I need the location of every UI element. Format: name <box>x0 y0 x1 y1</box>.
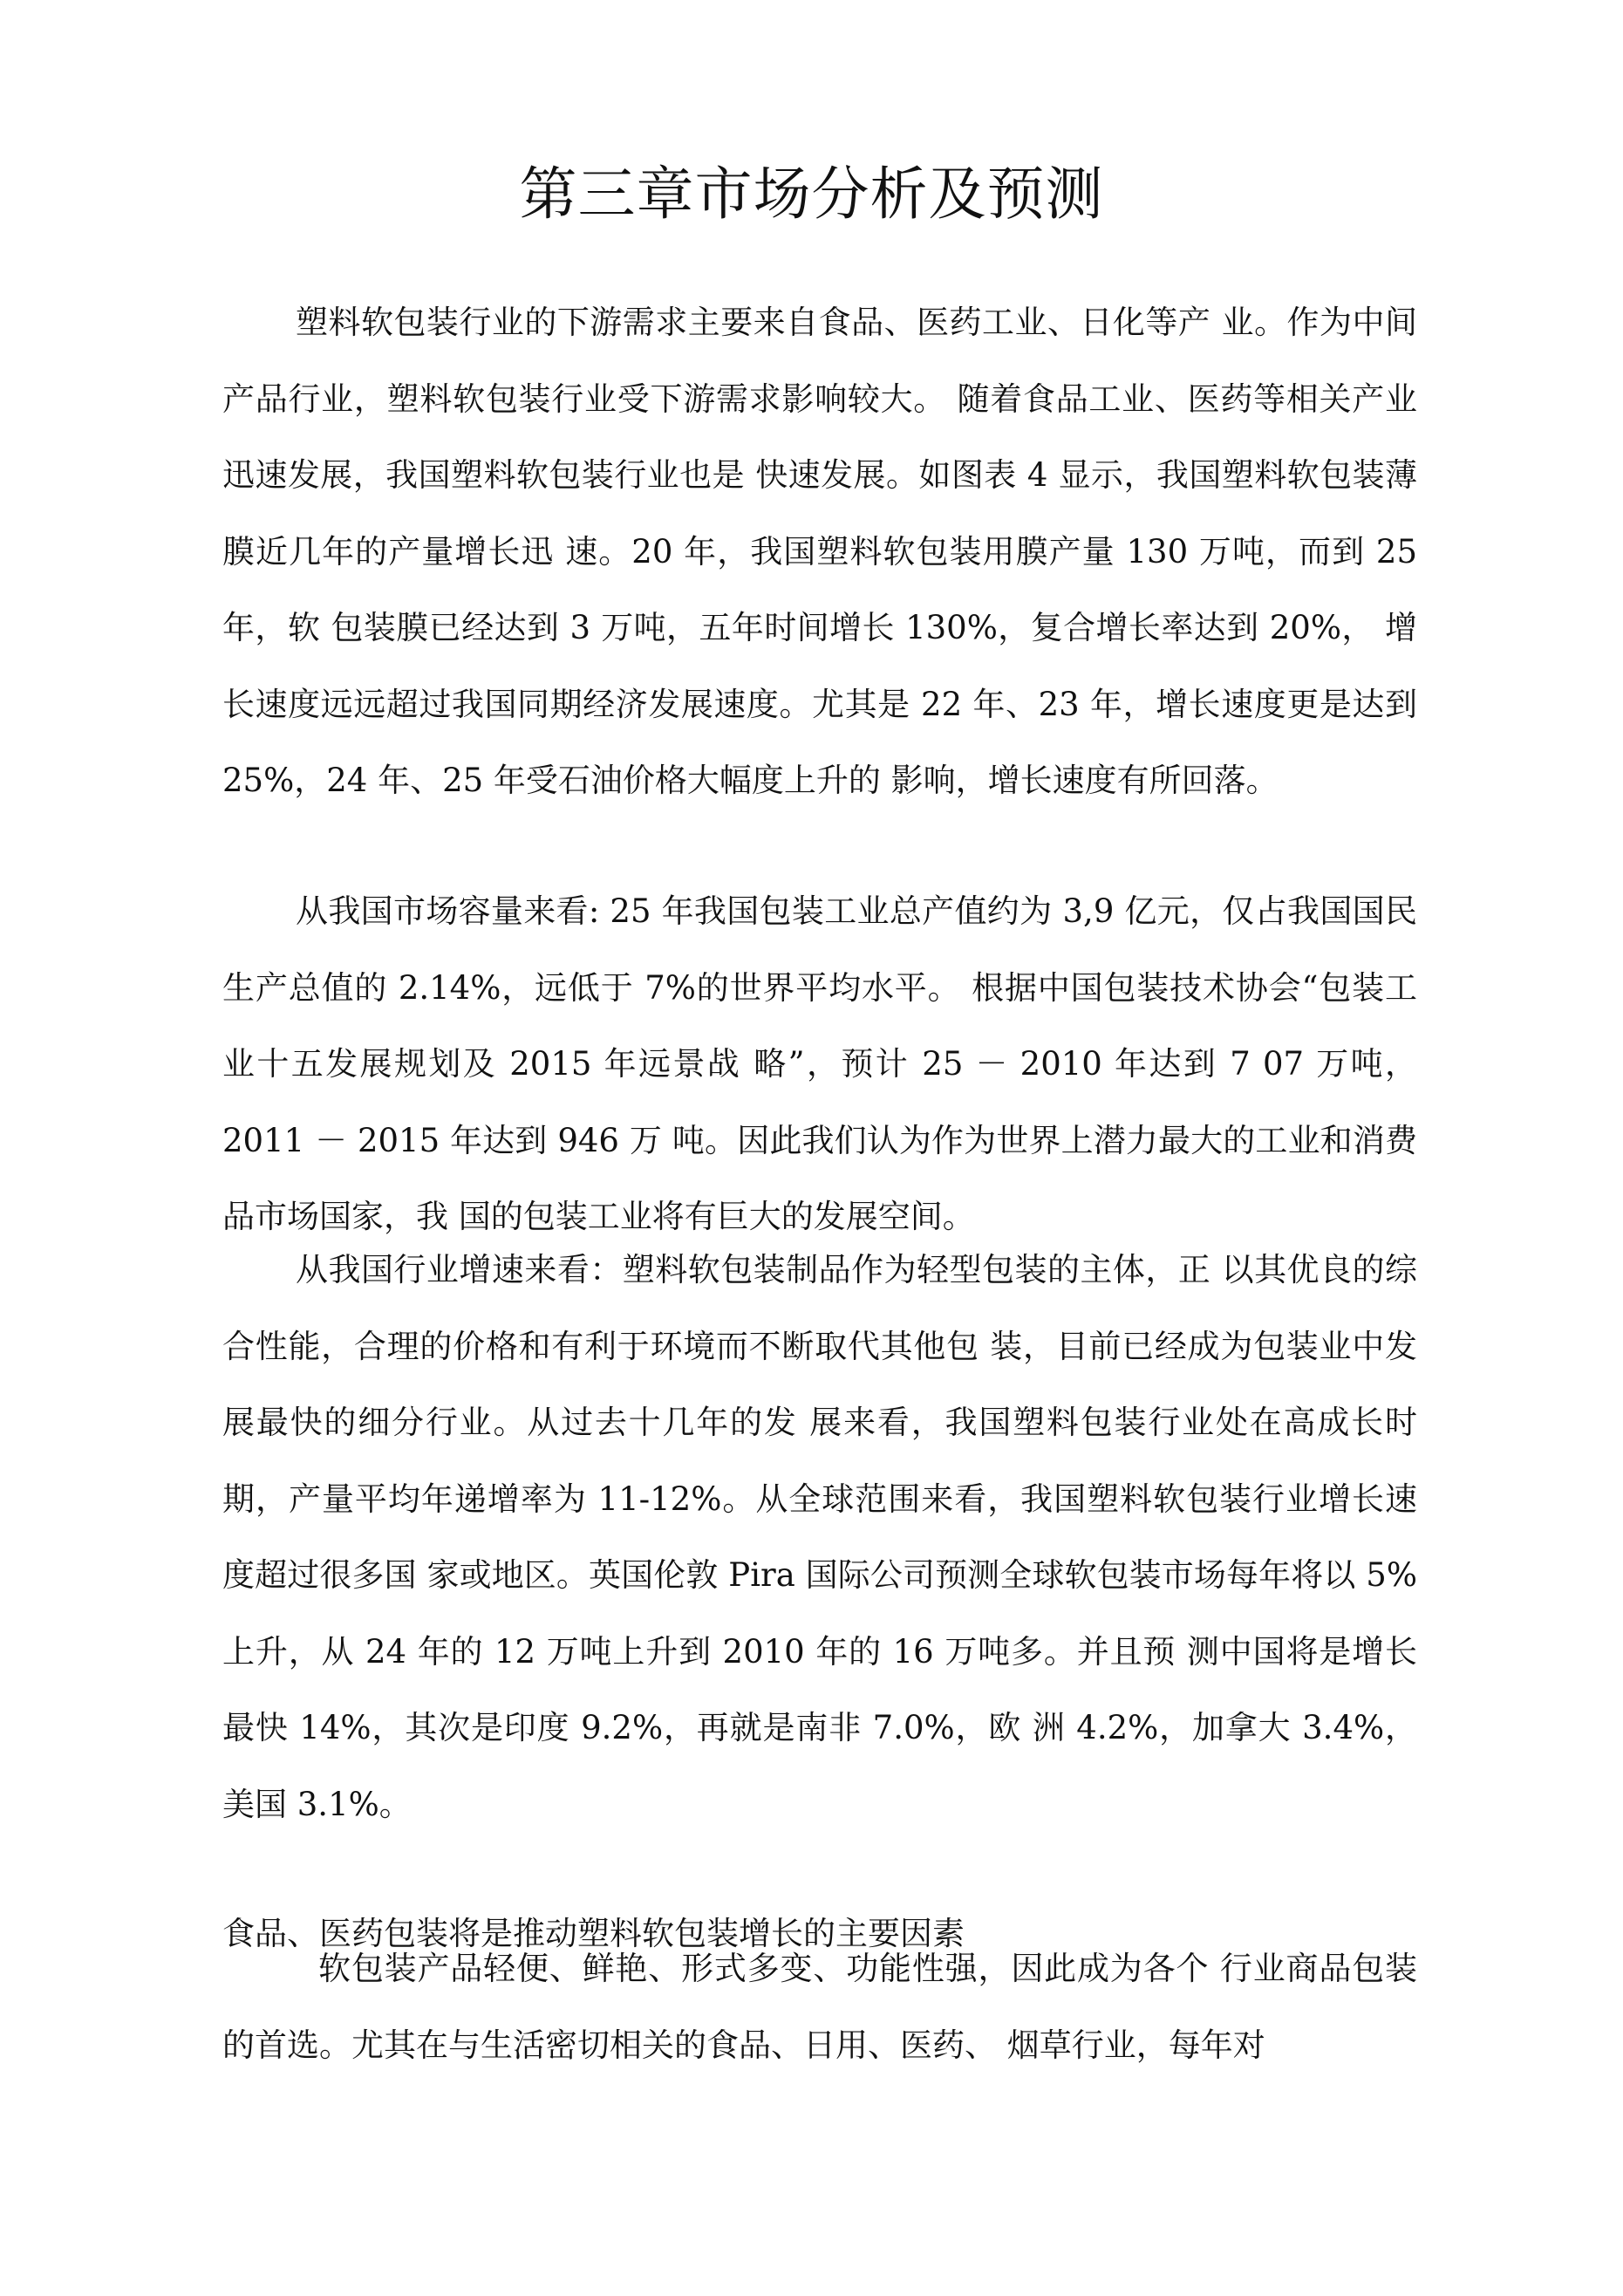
section-subheading: 食品、医药包装将是推动塑料软包装增长的主要因素 <box>222 1915 965 1952</box>
chapter-title: 第三章市场分析及预测 <box>519 161 1104 228</box>
paragraph-industry-growth: 从我国行业增速来看：塑料软包装制品作为轻型包装的主体，正 以其优良的综合性能，合理的价格和有利于环境而不断取代其他包 装，目前已经成为包装业中发展最快的细分行业。从过去十几年的发 展来看，我国塑料包装行业处在高成长时期，产量平均年递增率为 11-12%。从全球范围来看，我国塑料软包装行业增长速度超过很多国 家或地区。英国伦敦 Pira 国际公司预测全球软包装市场每年将以 5% 上升，从 24 年的 12 万吨上升到 2010 年的 16 万吨多。并且预 测中国将是增长最快 14%，其次是印度 9.2%，再就是南非 7.0%，欧 洲 4.2%，加拿大 3.4%，美国 3.1%。 <box>222 1251 1417 1823</box>
paragraph-soft-packaging-products: 软包装产品轻便、鲜艳、形式多变、功能性强，因此成为各个 行业商品包装的首选。尤其在与生活密切相关的食品、日用、医药、 烟草行业，每年对 <box>222 1950 1417 2064</box>
paragraph-downstream-demand: 塑料软包装行业的下游需求主要来自食品、医药工业、日化等产 业。作为中间产品行业，塑料软包装行业受下游需求影响较大。 随着食品工业、医药等相关产业迅速发展，我国塑料软包装行业也是 快速发展。如图表 4 显示，我国塑料软包装薄膜近几年的产量增长迅 速。20 年，我国塑料软包装用膜产量 130 万吨，而到 25 年，软 包装膜已经达到 3 万吨，五年时间增长 130%，复合增长率达到 20%， 增长速度远远超过我国同期经济发展速度。尤其是 22 年、23 年，增长速度更是达到 25%，24 年、25 年受石油价格大幅度上升的 影响，增长速度有所回落。 <box>222 304 1417 799</box>
paragraph-market-capacity: 从我国市场容量来看: 25 年我国包装工业总产值约为 3,9 亿元，仅占我国国民生产总值的 2.14%，远低于 7%的世界平均水平。 根据中国包装技术协会“包装工业十五发展规划及 2015 年远景战 略”，预计 25 － 2010 年达到 7 07 万吨，2011 － 2015 年达到 946 万 吨。因此我们认为作为世界上潜力最大的工业和消费品市场国家，我 国的包装工业将有巨大的发展空间。 <box>222 892 1417 1235</box>
